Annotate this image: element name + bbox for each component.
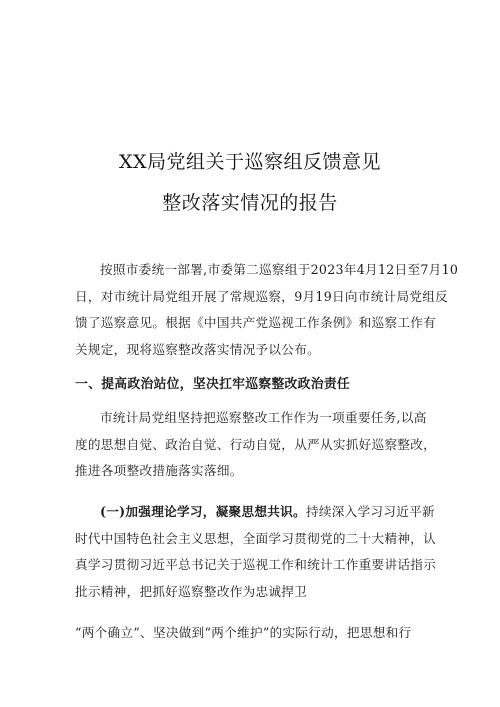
subsection-heading: (一)加强理论学习，凝聚思想共识。: [100, 504, 306, 519]
document-title-line2: 整改落实情况的报告: [162, 192, 338, 214]
paragraph-line: “两个确立”、坚决做到“两个维护”的实际行动，把思想和行: [75, 625, 412, 640]
paragraph-line-rest: 持续深入学习习近平新: [305, 504, 435, 519]
paragraph-line: 真学习贯彻习近平总书记关于巡视工作和统计工作重要讲话指示: [75, 557, 437, 572]
paragraph-line: 批示精神，把抓好巡察整改作为忠诚捍卫: [75, 583, 308, 599]
paragraph-line: 日，对市统计局党组开展了常规巡察，9月19日向市统计局党组反: [75, 288, 449, 304]
subsection-paragraph: [75, 499, 435, 605]
paragraph-line: 按照市委统一部署,市委第二巡察组于2023年4月12日至7月10: [100, 262, 459, 277]
paragraph-line: [75, 499, 435, 526]
paragraph-line: 馈了巡察意见。根据《中国共产党巡视工作条例》和巡察工作有: [75, 315, 437, 330]
section1-paragraph: [75, 405, 435, 485]
intro-paragraph: [75, 257, 459, 363]
document-title-line1: XX局党组关于巡察组反馈意见: [118, 151, 382, 173]
continuation-paragraph: [75, 620, 435, 647]
paragraph-line: 推进各项整改措施落实落细。: [75, 463, 243, 478]
paragraph-line: 关规定，现将巡察整改落实情况予以公布。: [75, 341, 320, 357]
section-heading-1: 一、提高政治站位，坚决扛牢巡察整改政治责任: [75, 377, 351, 392]
paragraph-line: 度的思想自觉、政治自觉、行动自觉，从严从实抓好巡察整改，: [75, 436, 437, 452]
paragraph-line: 时代中国特色社会主义思想，全面学习贯彻党的二十大精神，认: [75, 530, 437, 546]
paragraph-line: 市统计局党组坚持把巡察整改工作作为一项重要任务,以高: [100, 410, 427, 425]
